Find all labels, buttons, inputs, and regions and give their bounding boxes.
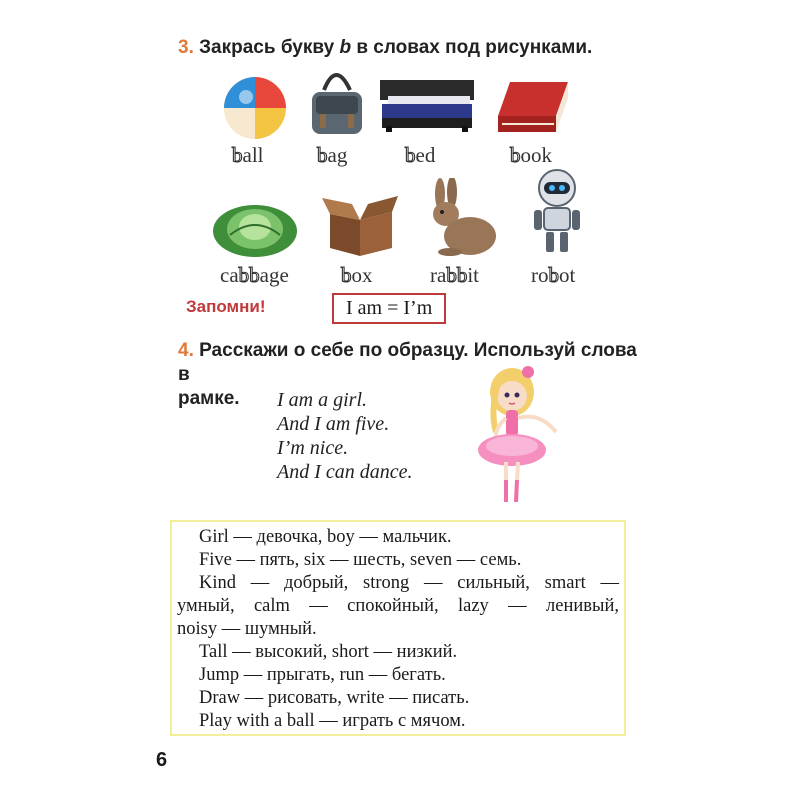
word-cabbage xyxy=(220,263,289,288)
vocabulary-box xyxy=(170,520,626,736)
ball-picture xyxy=(222,75,288,141)
poem-line: And I am five. xyxy=(277,413,390,435)
remember-rule-box: I am = I’m xyxy=(332,293,446,324)
task-4-number: 4. xyxy=(178,340,194,361)
word-rabbit xyxy=(430,263,479,288)
word-letter-b[interactable]: bb xyxy=(446,263,468,287)
word-bed xyxy=(405,143,435,168)
task-4-text: Расскажи о себе по образцу. Используй слова в xyxy=(178,340,637,385)
word-robot xyxy=(531,263,575,288)
word-book xyxy=(510,143,552,168)
word-letter-b[interactable]: b xyxy=(405,143,416,167)
word-letter-b[interactable]: bb xyxy=(238,263,260,287)
word-letter-b[interactable]: b xyxy=(341,263,352,287)
word-suffix: all xyxy=(242,143,264,167)
poem xyxy=(277,388,413,484)
word-prefix: ro xyxy=(531,263,549,287)
word-letter-b[interactable]: b xyxy=(510,143,521,167)
word-suffix: it xyxy=(467,263,479,287)
word-suffix: ag xyxy=(327,143,348,167)
poem-line: I am a girl. xyxy=(277,389,367,411)
task-3-number: 3. xyxy=(178,37,194,58)
vocab-line: Tall — высокий, short — низкий. xyxy=(199,642,458,662)
ballerina-picture xyxy=(470,362,570,512)
word-suffix: ed xyxy=(415,143,436,167)
task-3-letter: b xyxy=(339,37,352,58)
vocab-line: Play with a ball — играть с мячом. xyxy=(199,711,466,731)
word-prefix: ca xyxy=(220,263,239,287)
vocab-line: Jump — прыгать, run — бегать. xyxy=(199,665,446,685)
word-prefix: ra xyxy=(430,263,447,287)
task-4-title xyxy=(178,339,648,411)
vocab-line: Kind — добрый, strong — сильный, smart — xyxy=(199,573,619,593)
page-number: 6 xyxy=(156,749,168,771)
cabbage-picture xyxy=(210,195,300,259)
bed-picture xyxy=(378,78,476,134)
word-bag xyxy=(317,143,347,168)
word-suffix: ox xyxy=(351,263,373,287)
word-suffix: ot xyxy=(559,263,576,287)
task-3-title xyxy=(178,37,592,59)
bag-picture xyxy=(306,66,366,138)
rabbit-picture xyxy=(422,178,498,258)
robot-picture xyxy=(530,168,584,258)
word-box xyxy=(341,263,373,288)
poem-line: I’m nice. xyxy=(277,437,349,459)
book-picture xyxy=(496,78,570,136)
remember-label: Запомни! xyxy=(186,297,266,316)
word-letter-b[interactable]: b xyxy=(548,263,559,287)
task-3-text: Закрась букву xyxy=(193,37,340,58)
vocab-line: Draw — рисовать, write — писать. xyxy=(199,688,470,708)
word-suffix: age xyxy=(259,263,289,287)
box-picture xyxy=(320,190,400,258)
poem-line: And I can dance. xyxy=(277,461,413,483)
vocab-line: Girl — девочка, boy — мальчик. xyxy=(199,527,452,547)
task-4-text-line2: рамке. xyxy=(178,388,240,409)
task-3-text-end: в словах под рисунками. xyxy=(351,37,593,58)
word-letter-b[interactable]: b xyxy=(232,143,243,167)
word-letter-b[interactable]: b xyxy=(317,143,328,167)
word-ball xyxy=(232,143,264,168)
vocab-line: умный, calm — спокойный, lazy — ленивый, xyxy=(177,596,619,616)
word-suffix: ook xyxy=(520,143,552,167)
vocab-line: Five — пять, six — шесть, seven — семь. xyxy=(199,550,522,570)
vocab-line: noisy — шумный. xyxy=(177,619,317,639)
